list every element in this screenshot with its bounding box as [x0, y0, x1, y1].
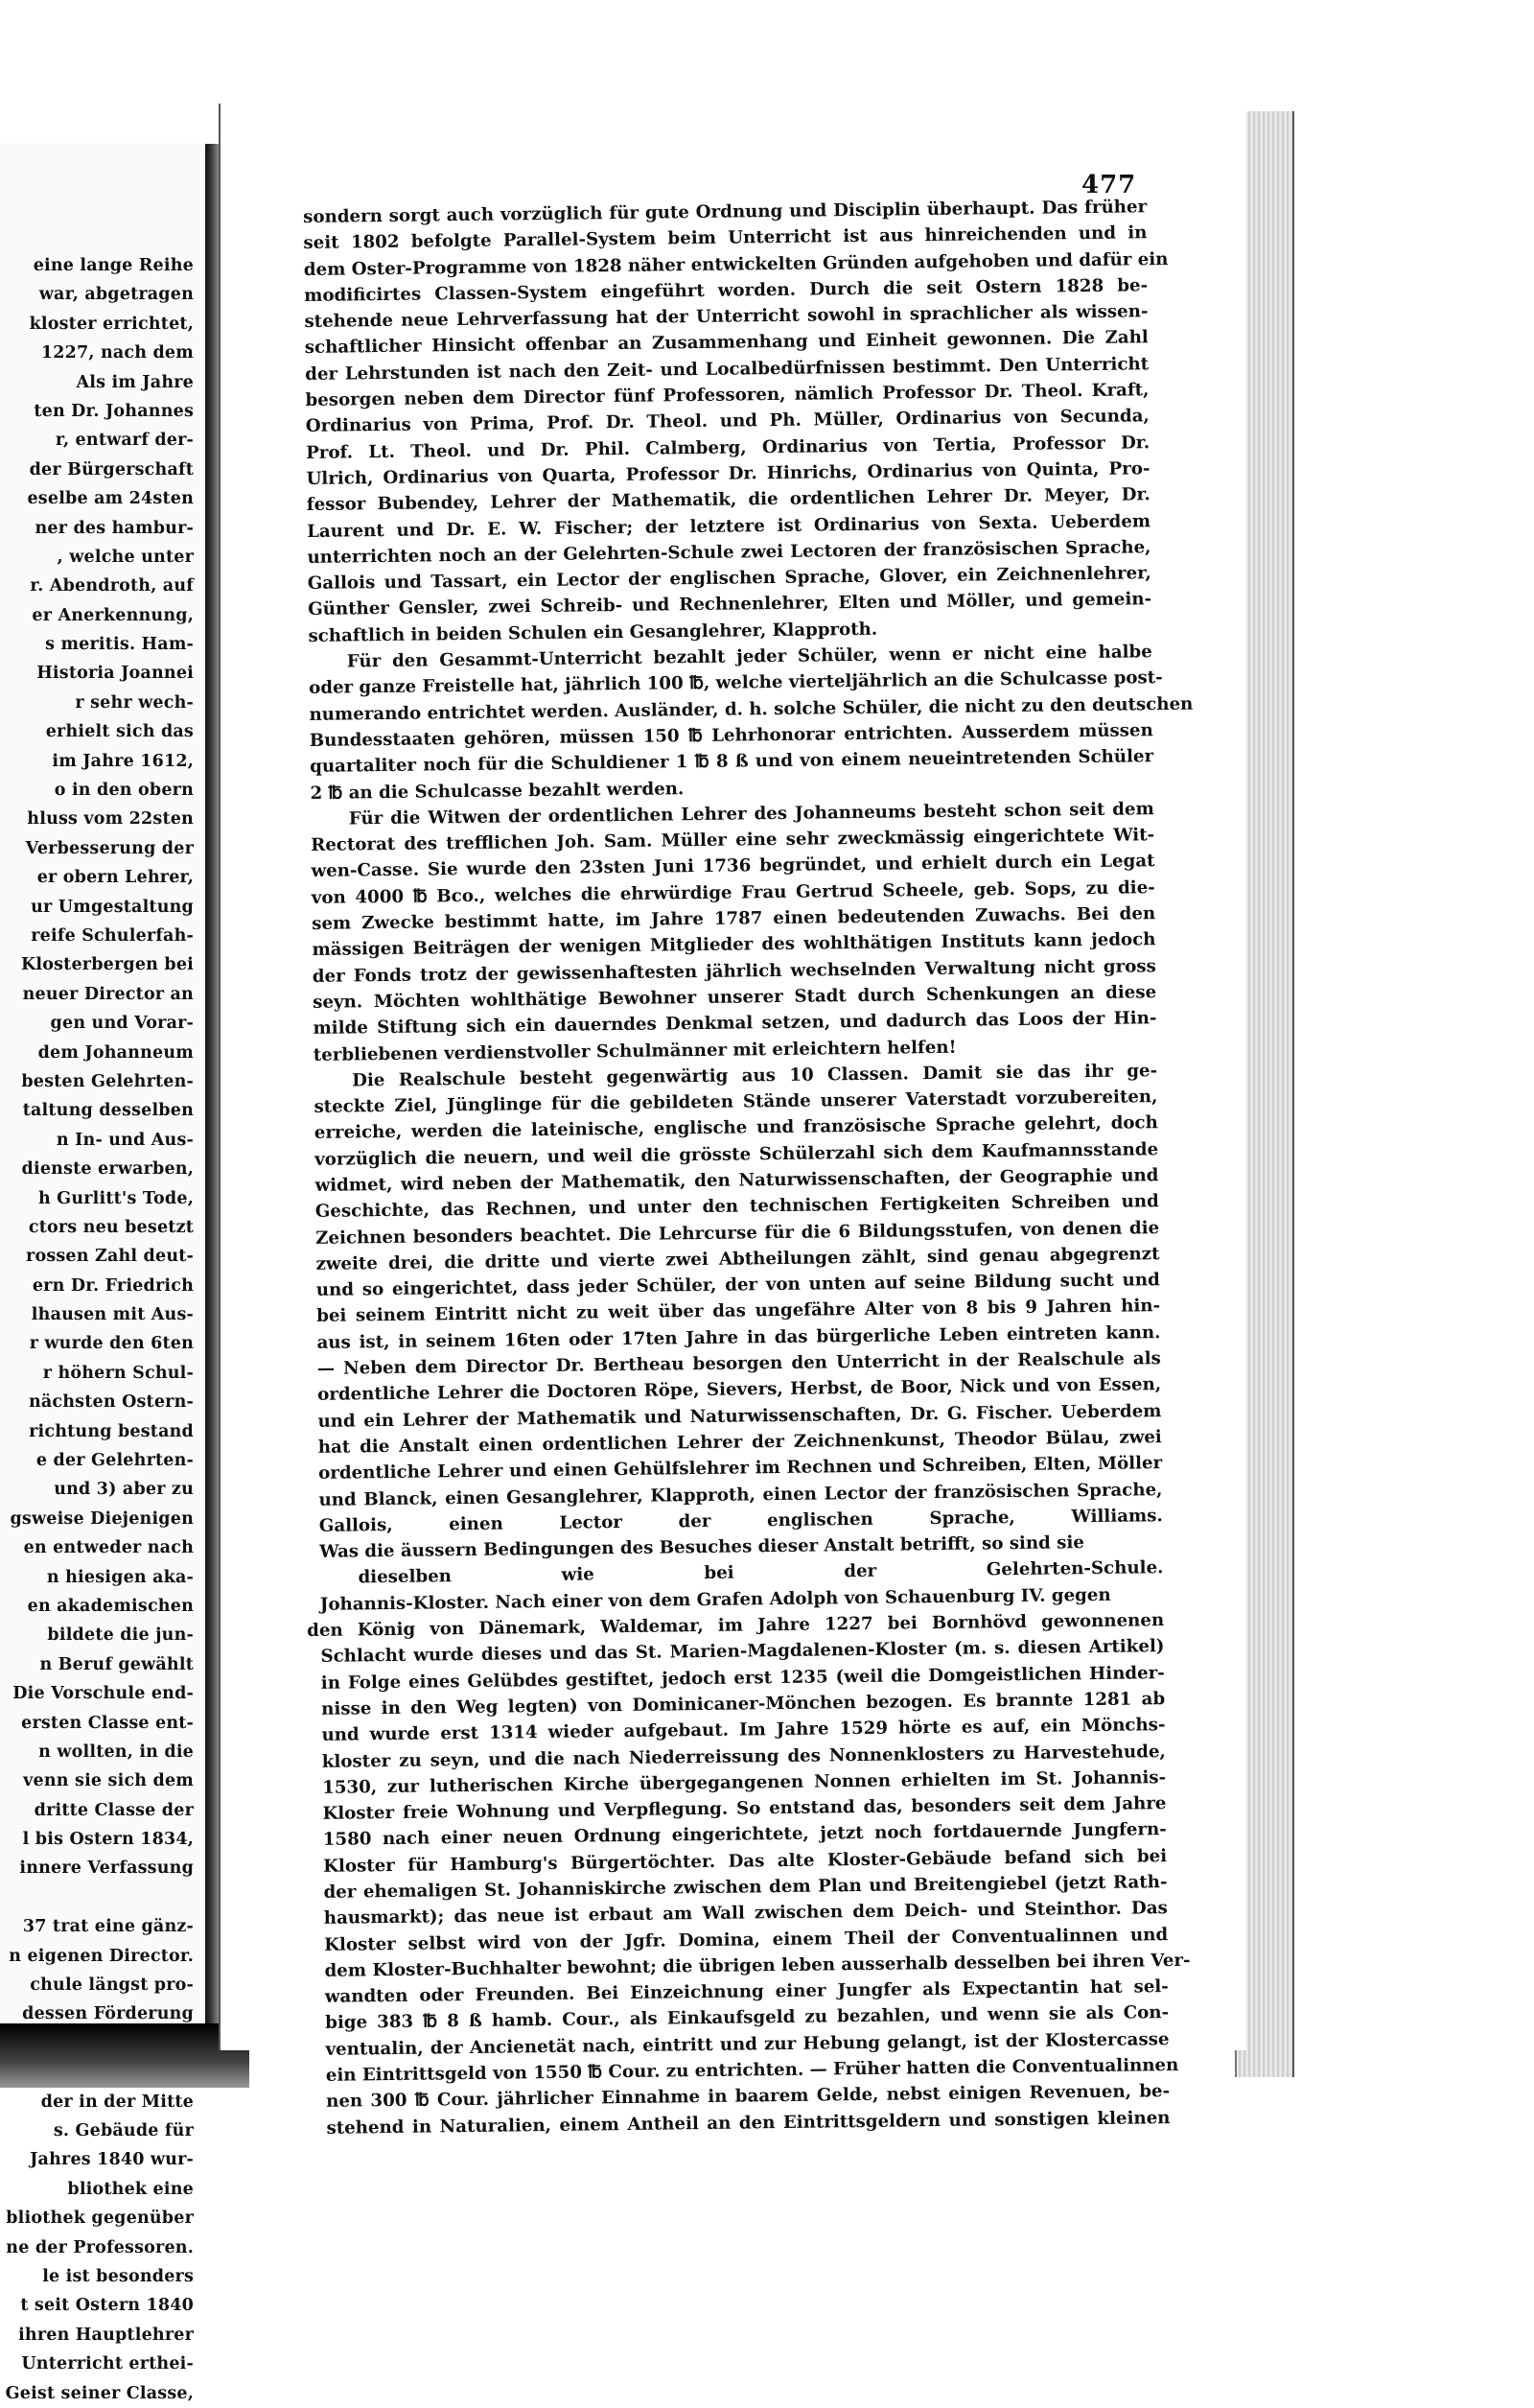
left-page-line: ihren Hauptlehrer [18, 2325, 194, 2345]
text-line: aus ist, in seinem 16ten oder 17ten Jahre in das bürgerliche Leben eintreten kann. [316, 1321, 1161, 1353]
text-line: kloster zu seyn, und die nach Niederreissung des Nonnenklosters zu Harvestehude, [321, 1741, 1166, 1772]
left-page-line: n eigenen Director. [9, 1946, 194, 1966]
left-page-line: r, entwarf der- [55, 431, 194, 451]
left-page-line: , welche unter [57, 547, 194, 567]
left-page-line: Als im Jahre [76, 372, 194, 392]
left-page-line: s. Gebäude für [53, 2121, 194, 2140]
text-line: numerando entrichtet werden. Ausländer, d. h. solche Schüler, die nicht zu den deutschen [309, 693, 1194, 725]
text-line: — Neben dem Director Dr. Bertheau besorgen den Unterricht in der Realschule als [316, 1348, 1161, 1379]
left-page-line: bliothek gegenüber [6, 2209, 194, 2229]
text-line: mässigen Beiträgen der wenigen Mitglieder des wohlthätigen Instituts kann jedoch [312, 929, 1156, 961]
text-line: milde Stiftung sich ein dauerndes Denkmal setzen, und dadurch das Loos der Hin- [313, 1008, 1157, 1040]
text-line: Ulrich, Ordinarius von Quarta, Professor Dr. Hinrichs, Ordinarius von Quinta, Pro- [306, 458, 1150, 489]
text-line: schaftlicher Hinsicht offenbar an Zusammenhang und Einheit gewonnen. Die Zahl [304, 327, 1149, 359]
left-page-line: rossen Zahl deut- [26, 1247, 194, 1267]
book-gutter [205, 144, 219, 2052]
text-line: Was die äussern Bedingungen des Besuches dieser Anstalt betrifft, so sind sie [319, 1532, 1085, 1563]
text-line: Ordinarius von Prima, Prof. Dr. Theol. und Ph. Müller, Ordinarius von Secunda, [305, 406, 1150, 437]
left-page-line: 37 trat eine gänz- [22, 1917, 194, 1937]
text-line: Die Realschule besteht gegenwärtig aus 10 Classen. Damit sie das ihr ge- [352, 1060, 1158, 1091]
left-page-line: richtung bestand [29, 1421, 194, 1441]
left-page-line: dessen Förderung [22, 2004, 194, 2024]
text-line: 2 ℔ an die Schulcasse bezahlt werden. [310, 778, 685, 804]
text-line: hat die Anstalt einen ordentlichen Lehrer der Zeichnenkunst, Theodor Bülau, zwei [317, 1427, 1162, 1458]
left-page-line: besten Gelehrten- [21, 1071, 194, 1091]
text-line: und so eingerichtet, dass jeder Schüler, der von unten auf seine Bildung sucht und [315, 1270, 1160, 1301]
text-line: modificirtes Classen-System eingeführt worden. Durch die seit Ostern 1828 be- [304, 275, 1149, 306]
page-number: 477 [1081, 171, 1137, 199]
left-page-line: hluss vom 22sten [27, 809, 194, 830]
page-body-text [303, 194, 1194, 2141]
left-page-line: dritte Classe der [34, 1800, 194, 1820]
left-page-line: der in der Mitte [40, 2092, 194, 2112]
text-line: 1530, zur lutherischen Kirche übergegangenen Nonnen erhielten im St. Johannis- [322, 1766, 1167, 1798]
left-page-line: venn sie sich dem [23, 1771, 194, 1791]
left-page-line: Die Vorschule end- [12, 1684, 194, 1704]
text-line: Prof. Lt. Theol. und Dr. Phil. Calmberg, Ordinarius von Tertia, Professor Dr. [306, 432, 1150, 463]
text-line: dieselben wie bei der Gelehrten-Schule. [358, 1557, 1164, 1588]
text-line: Geschichte, das Rechnen, und unter den technischen Fertigkeiten Schreiben und [314, 1191, 1159, 1223]
text-line: der ehemaligen St. Johanniskirche zwischen dem Plan und Breitengiebel (jetzt Rath- [323, 1872, 1168, 1903]
text-line: ordentliche Lehrer und einen Gehülfslehrer im Rechnen und Schreiben, Elten, Möller [318, 1453, 1163, 1485]
text-line: widmet, wird neben der Mathematik, den Naturwissenschaften, der Geographie und [314, 1165, 1159, 1196]
left-page-line: Klosterbergen bei [20, 955, 194, 975]
text-line: quartaliter noch für die Schuldiener 1 ℔ 8 ß und von einem neueintretenden Schüler [310, 746, 1154, 778]
text-line: wandten oder Freunden. Bei Einzeichnung einer Jungfer als Expectantin hat sel- [324, 1976, 1169, 2008]
left-page-line: lhausen mit Aus- [31, 1305, 194, 1325]
text-line: besorgen neben dem Director fünf Professoren, nämlich Professor Dr. Theol. Kraft, [305, 380, 1150, 411]
left-page-line: t seit Ostern 1840 [20, 2296, 194, 2316]
text-line: Günther Gensler, zwei Schreib- und Rechnenlehrer, Elten und Möller, und gemein- [308, 589, 1152, 620]
scan-shadow [0, 2023, 249, 2088]
left-page-line: ctors neu besetzt [28, 1217, 194, 1237]
left-page-line: bliothek eine [67, 2179, 194, 2199]
left-page-line: n In- und Aus- [56, 1130, 194, 1150]
text-line: von 4000 ℔ Bco., welches die ehrwürdige Frau Gertrud Scheele, geb. Sops, zu die- [311, 877, 1155, 908]
text-line: und wurde erst 1314 wieder aufgebaut. Im Jahre 1529 hörte es auf, ein Mönchs- [321, 1715, 1166, 1746]
text-line: hausmarkt); das neue ist erbaut am Wall zwischen dem Deich- und Steinthor. Das [323, 1898, 1168, 1929]
text-line: ordentliche Lehrer die Doctoren Röpe, Sievers, Herbst, de Boor, Nick und von Essen, [317, 1374, 1162, 1406]
left-page-line: kloster errichtet, [29, 314, 194, 334]
left-page-line: n Beruf gewählt [39, 1654, 194, 1674]
left-page-line: Historia Joannei [36, 664, 194, 684]
left-page-line: ersten Classe ent- [21, 1713, 194, 1733]
text-line: in Folge eines Gelübdes gestiftet, jedoch erst 1235 (weil die Domgeistlichen Hinder- [320, 1662, 1165, 1694]
text-line: Zeichnen besonders beachtet. Die Lehrcurse für die 6 Bildungsstufen, von denen die [315, 1217, 1160, 1249]
text-line: schaftlich in beiden Schulen ein Gesanglehrer, Klapproth. [308, 619, 878, 646]
text-line: seit 1802 befolgte Parallel-System beim Unterricht ist aus hinreichenden und in [303, 222, 1148, 254]
text-line: ein Eintrittsgeld von 1550 ℔ Cour. zu entrichten. — Früher hatten die Conventualinnen [325, 2055, 1179, 2086]
left-page-line: erhielt sich das [45, 722, 194, 742]
text-line: den König von Dänemark, Waldemar, im Jahre 1227 bei Bornhövd gewonnenen [307, 1610, 1165, 1642]
left-page-line: und 3) aber zu [54, 1480, 194, 1500]
text-line: sondern sorgt auch vorzüglich für gute Ordnung und Disciplin überhaupt. Das früher [303, 197, 1148, 227]
text-line: erreiche, werden die lateinische, englische und französische Sprache gelehrt, doch [314, 1112, 1158, 1144]
text-line: und Blanck, einen Gesanglehrer, Klapproth, einen Lector der französischen Sprache, [318, 1479, 1163, 1510]
left-page-line: taltung desselben [22, 1101, 194, 1121]
left-page-line: nächsten Ostern- [28, 1392, 194, 1413]
text-line: 1580 nach einer neuen Ordnung eingerichtete, jetzt noch fortdauernde Jungfern- [322, 1819, 1167, 1851]
left-page-line: eselbe am 24sten [27, 489, 194, 509]
left-page-line: reife Schulerfah- [31, 925, 194, 946]
text-line: der Fonds trotz der gewissenhaftesten jährlich wechselnden Verwaltung nicht gross [312, 955, 1156, 987]
text-line: und ein Lehrer der Mathematik und Naturwissenschaften, Dr. G. Fischer. Ueberdem [317, 1400, 1162, 1432]
text-line: dem Kloster-Buchhalter bewohnt; die übrigen leben ausserhalb desselben bei ihren Ver- [324, 1950, 1191, 1981]
text-line: seyn. Möchten wohlthätige Bewohner unserer Stadt durch Schenkungen an diese [313, 982, 1157, 1013]
text-line: vorzüglich die neuern, und weil die grösste Schülerzahl sich dem Kaufmannsstande [314, 1138, 1159, 1170]
text-line: dem Oster-Programme von 1828 näher entwickelten Gründen aufgehoben und dafür ein [303, 248, 1169, 280]
left-page-line: le ist besonders [42, 2266, 194, 2286]
text-line: der Lehrstunden ist nach den Zeit- und Localbedürfnissen bestimmt. Den Unterricht [305, 354, 1150, 385]
text-line: wen-Casse. Sie wurde den 23sten Juni 1736 begründet, und erhielt durch ein Legat [311, 851, 1155, 882]
text-line: Laurent und Dr. E. W. Fischer; der letztere ist Ordinarius von Sexta. Ueberdem [307, 510, 1151, 542]
left-page-line: l bis Ostern 1834, [22, 1830, 194, 1850]
text-line: sem Zwecke bestimmt hatte, im Jahre 1787 einen bedeutenden Zuwachs. Bei den [312, 903, 1156, 934]
text-line: Johannis-Kloster. Nach einer von dem Grafen Adolph von Schauenburg IV. gegen [319, 1584, 1111, 1615]
left-page-line: gen und Vorar- [50, 1014, 194, 1034]
text-line: oder ganze Freistelle hat, jährlich 100 ℔, welche vierteljährlich an die Schulcasse post- [309, 667, 1163, 699]
left-page-line: der Bürgerschaft [29, 459, 194, 479]
text-line: fessor Bubendey, Lehrer der Mathematik, die ordentlichen Lehrer Dr. Meyer, Dr. [306, 484, 1150, 516]
text-line: Für den Gesammt-Unterricht bezahlt jeder Schüler, wenn er nicht eine halbe [346, 642, 1152, 672]
text-line: Schlacht wurde dieses und das St. Marien-Magdalenen-Kloster (m. s. diesen Artikel) [320, 1636, 1165, 1668]
left-page-line: o in den obern [54, 781, 194, 801]
left-page-line: en akademischen [27, 1596, 194, 1616]
left-page-line: en entweder nach [23, 1538, 194, 1558]
left-page-line: Verbesserung der [25, 838, 194, 858]
text-line: zweite drei, die dritte und vierte zwei Abtheilungen zählt, sind genau abgegrenzt [315, 1244, 1160, 1274]
text-line: stehende neue Lehrverfassung hat der Unterricht sowohl in sprachlicher als wissen- [304, 301, 1149, 333]
left-page-line: ne der Professoren. [6, 2237, 194, 2257]
text-line: nisse in den Weg legten) von Dominicaner-Mönchen bezogen. Es brannte 1281 ab [321, 1689, 1166, 1719]
left-page-line: im Jahre 1612, [52, 751, 194, 771]
left-page-line: r. Abendroth, auf [30, 576, 194, 596]
left-page-line: 1227, nach dem [40, 343, 194, 363]
text-line: Bundesstaaten gehören, müssen 150 ℔ Lehrhonorar entrichten. Ausserdem müssen [309, 720, 1153, 751]
left-page-line: ten Dr. Johannes [34, 401, 194, 421]
left-page-line: h Gurlitt's Tode, [37, 1188, 194, 1208]
left-page-line: er obern Lehrer, [36, 868, 194, 888]
left-page-line: r sehr wech- [75, 692, 194, 713]
left-page-line: eine lange Reihe [33, 256, 194, 275]
left-page-line: r wurde den 6ten [29, 1334, 194, 1354]
left-page-line [0, 1883, 194, 1912]
text-line: Für die Witwen der ordentlichen Lehrer des Johanneums besteht schon seit dem [348, 799, 1154, 830]
left-page-line: dienste erwarben, [21, 1159, 194, 1180]
text-line: nen 300 ℔ Cour. jährlicher Einnahme in baarem Gelde, nebst einigen Revenuen, be- [326, 2081, 1171, 2113]
left-page-line: er Anerkennung, [32, 605, 194, 625]
left-page-line: r höhern Schul- [42, 1363, 194, 1383]
text-line: Rectorat des trefflichen Joh. Sam. Müller eine sehr zweckmässig eingerichtete Wit- [311, 825, 1155, 856]
text-line: stehend in Naturalien, einem Antheil an den Eintrittsgeldern und sonstigen kleinen [326, 2107, 1171, 2139]
left-page-line: Jahres 1840 wur- [30, 2150, 194, 2170]
left-page-line: gsweise Diejenigen [10, 1508, 194, 1529]
left-page-line: war, abgetragen [38, 285, 194, 305]
text-line: Kloster selbst wird von der Jgfr. Domina, einem Theil der Conventualinnen und [324, 1924, 1169, 1955]
left-page-line: neuer Director an [22, 984, 194, 1004]
left-page-line: innere Verfassung [19, 1859, 194, 1879]
left-page-line: ur Umgestaltung [31, 897, 194, 917]
text-line: Gallois und Tassart, ein Lector der englischen Sprache, Glover, ein Zeichnenlehrer, [307, 563, 1151, 595]
text-line: Gallois, einen Lector der englischen Sprache, Williams. [318, 1505, 1163, 1536]
left-page-line: n hiesigen aka- [46, 1567, 194, 1587]
left-page-line: n wollten, in die [38, 1742, 194, 1762]
left-page-line: dem Johanneum [37, 1042, 194, 1063]
left-page-line: e der Gelehrten- [35, 1451, 194, 1471]
text-line: ventualin, der Ancienetät nach, eintritt und zur Hebung gelangt, ist der Klostercasse [325, 2028, 1170, 2060]
left-page-line: chule längst pro- [30, 1975, 194, 1996]
left-page-line: s meritis. Ham- [45, 635, 194, 655]
text-line: Kloster für Hamburg's Bürgertöchter. Das alte Kloster-Gebäude befand sich bei [323, 1845, 1168, 1877]
left-page-line: ner des hambur- [35, 518, 194, 538]
text-line: unterrichten noch an der Gelehrten-Schule zwei Lectoren der französischen Sprache, [307, 537, 1151, 568]
text-line: steckte Ziel, Jünglinge für die gebildeten Stände unserer Vaterstadt vorzubereiten, [314, 1087, 1158, 1118]
text-line: bei seinem Eintritt nicht zu weit über das ungefähre Alter von 8 bis 9 Jahren hin- [316, 1296, 1161, 1327]
text-line: bige 383 ℔ 8 ß hamb. Cour., als Einkaufsgeld zu bezahlen, und wenn sie als Con- [325, 2002, 1170, 2034]
left-page-line: bildete die jun- [47, 1625, 194, 1646]
left-page-line: Geist seiner Classe, [5, 2383, 194, 2403]
left-page-line: Unterricht erthei- [21, 2354, 194, 2374]
left-page-line: ern Dr. Friedrich [32, 1275, 194, 1296]
text-line: terbliebenen verdienstvoller Schulmänner mit erleichtern helfen! [313, 1037, 957, 1065]
previous-page [0, 144, 208, 2403]
text-line: Kloster freie Wohnung und Verpflegung. So entstand das, besonders seit dem Jahre [322, 1793, 1167, 1824]
